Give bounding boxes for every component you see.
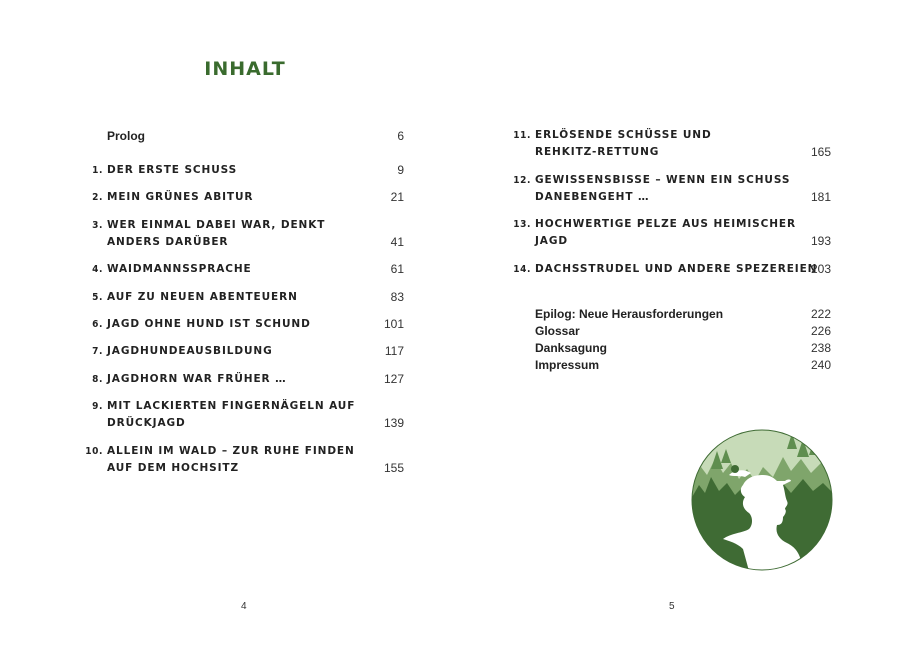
toc-entry-title: WER EINMAL DABEI WAR, DENKT ANDERS DARÜBER (107, 219, 326, 248)
toc-entry-title: JAGDHUNDEAUSBILDUNG (107, 345, 273, 357)
chapter-number: 12. (513, 175, 531, 186)
toc-entry[interactable] (92, 289, 404, 306)
toc-entry-page: 222 (810, 307, 831, 321)
toc-entry[interactable] (513, 172, 831, 206)
toc-entry-page: 9 (397, 163, 404, 177)
toc-entry[interactable] (513, 127, 831, 161)
toc-entry-title: GEWISSENSBISSE – WENN EIN SCHUSS DANEBENGEHT … (535, 174, 791, 203)
chapter-number: 5. (92, 292, 103, 303)
toc-entry-title: MIT LACKIERTEN FINGERNÄGELN AUF DRÜCKJAGD (107, 400, 356, 429)
toc-entry-page: 181 (810, 190, 831, 204)
chapter-number: 1. (92, 165, 103, 176)
page-number-left: 4 (241, 601, 247, 612)
toc-entry[interactable] (92, 316, 404, 333)
toc-entry[interactable] (92, 398, 404, 432)
left-page (0, 0, 458, 648)
toc-entry[interactable] (85, 443, 404, 477)
toc-entry-glossar[interactable] (535, 323, 831, 340)
toc-entry-page: 127 (383, 372, 404, 386)
toc-entry-prolog[interactable] (107, 128, 404, 145)
toc-entry[interactable] (513, 261, 831, 278)
hunter-silhouette-forest-icon (691, 429, 833, 571)
toc-entry-page: 117 (384, 344, 404, 358)
toc-entry[interactable] (92, 261, 404, 278)
toc-entry-title: MEIN GRÜNES ABITUR (107, 191, 254, 203)
chapter-number: 2. (92, 192, 103, 203)
toc-entry-impressum[interactable] (535, 357, 831, 374)
toc-entry-page: 226 (810, 324, 831, 338)
toc-entry-page: 165 (810, 145, 831, 159)
toc-entry-title: Danksagung (535, 341, 608, 355)
toc-entry-page: 101 (383, 317, 404, 331)
toc-entry-title: Prolog (107, 129, 145, 143)
toc-entry-page: 155 (383, 461, 404, 475)
toc-entry-page: 240 (810, 358, 831, 372)
toc-entry-page: 6 (397, 129, 404, 143)
toc-entry-page: 61 (390, 262, 404, 276)
toc-entry-danksagung[interactable] (535, 340, 831, 357)
toc-entry-title: HOCHWERTIGE PELZE AUS HEIMISCHER JAGD (535, 218, 796, 247)
chapter-number: 8. (92, 374, 103, 385)
toc-entry-page: 203 (810, 262, 831, 276)
page-title: INHALT (204, 58, 286, 80)
toc-entry-title: Epilog: Neue Herausforderungen (535, 307, 724, 321)
toc-entry-title: JAGDHORN WAR FRÜHER … (107, 373, 287, 385)
chapter-number: 13. (513, 219, 531, 230)
toc-entry-title: Impressum (535, 358, 600, 372)
chapter-number: 9. (92, 401, 103, 412)
toc-entry[interactable] (513, 216, 831, 250)
toc-entry-page: 139 (383, 416, 404, 430)
toc-entry-title: AUF ZU NEUEN ABENTEUERN (107, 291, 298, 303)
toc-entry-page: 21 (390, 190, 404, 204)
toc-entry-page: 41 (390, 235, 404, 249)
chapter-number: 14. (513, 264, 531, 275)
chapter-number: 10. (85, 446, 103, 457)
toc-entry[interactable] (92, 217, 404, 251)
chapter-number: 11. (513, 130, 531, 141)
toc-entry-epilog[interactable] (535, 306, 831, 323)
chapter-number: 7. (92, 346, 103, 357)
toc-entry-title: Glossar (535, 324, 580, 338)
toc-entry-title: DER ERSTE SCHUSS (107, 164, 238, 176)
toc-entry-page: 193 (810, 234, 831, 248)
page-number-right: 5 (669, 601, 675, 612)
toc-entry[interactable] (92, 343, 404, 360)
right-page (458, 0, 917, 648)
toc-entry[interactable] (92, 189, 404, 206)
toc-entry-page: 83 (390, 290, 404, 304)
toc-entry-title: ALLEIN IM WALD – ZUR RUHE FINDEN AUF DEM HOCHSITZ (107, 445, 355, 474)
chapter-number: 6. (92, 319, 103, 330)
toc-entry-title: JAGD OHNE HUND IST SCHUND (107, 318, 311, 330)
toc-entry[interactable] (92, 162, 404, 179)
toc-entry-title: DACHSSTRUDEL UND ANDERE SPEZEREIEN (535, 263, 818, 275)
toc-entry-page: 238 (810, 341, 831, 355)
chapter-number: 4. (92, 264, 103, 275)
toc-entry-title: WAIDMANNSSPRACHE (107, 263, 252, 275)
toc-entry[interactable] (92, 371, 404, 388)
toc-entry-title: ERLÖSENDE SCHÜSSE UND REHKITZ-RETTUNG (535, 129, 712, 158)
chapter-number: 3. (92, 220, 103, 231)
